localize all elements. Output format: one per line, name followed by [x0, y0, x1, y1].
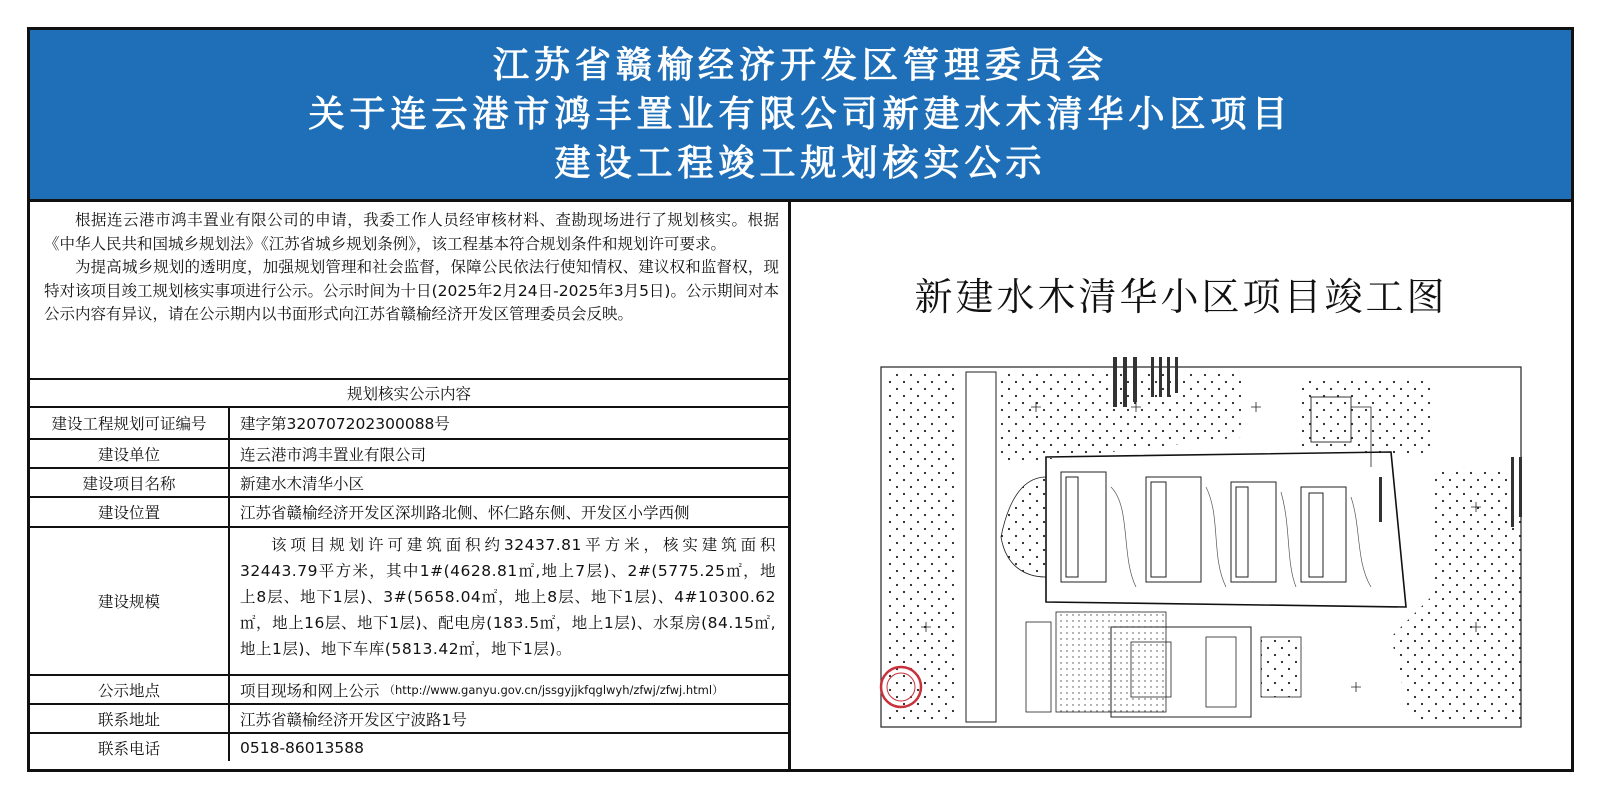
- row-value: 江苏省赣榆经济开发区宁波路1号: [240, 710, 467, 729]
- title-banner: [30, 30, 1571, 202]
- row-value: 新建水木清华小区: [240, 474, 365, 493]
- row-label: 联系地址: [30, 705, 230, 732]
- intro-paragraph-1: 根据连云港市鸿丰置业有限公司的申请，我委工作人员经审核材料、查勘现场进行了规划核实。根据《中华人民共和国城乡规划法》《江苏省城乡规划条例》，该工程基本符合规划条件和规划许可要求。: [44, 211, 779, 253]
- table-row: [30, 526, 788, 674]
- location-text: 项目现场和网上公示: [240, 681, 380, 700]
- row-value: 该项目规划许可建筑面积约32437.81平方米，核实建筑面积32443.79平方米，其中1#(4628.81㎡,地上7层)、2#(5775.25㎡，地上8层、地下1层)、3#(5658.04㎡，地上8层、地下1层)、4#10300.62㎡，地上16层、地下1层)、配电房(183.5㎡，地上1层)、水泵房(84.15㎡,地上1层)、地下车库(5813.42㎡，地下1层)。: [240, 536, 776, 658]
- row-label: 公示地点: [30, 676, 230, 703]
- table-row: [30, 467, 788, 496]
- table-row: [30, 674, 788, 703]
- plan-title: 新建水木清华小区项目竣工图: [914, 275, 1448, 319]
- table-row: [30, 732, 788, 761]
- notice-board: [27, 27, 1574, 772]
- table-row: [30, 496, 788, 526]
- verification-table: [30, 378, 788, 761]
- residential-buildings: [1061, 472, 1346, 582]
- green-zone-northeast: [1301, 377, 1431, 457]
- row-label: 联系电话: [30, 734, 230, 761]
- intro-paragraph-2: 为提高城乡规划的透明度，加强规划管理和社会监督，保障公民依法行使知情权、建议权和监督权，现特对该项目竣工规划核实事项进行公示。公示时间为十日(2025年2月24日-2025年3月5日)。公示期间对本公示内容有异议，请在公示期内以书面形式向江苏省赣榆经济开发区管理委员会反映。: [44, 258, 779, 323]
- row-value: [230, 676, 788, 703]
- row-value: 江苏省赣榆经济开发区深圳路北侧、怀仁路东侧、开发区小学西侧: [240, 504, 690, 522]
- issuer-title: 江苏省赣榆经济开发区管理委员会: [492, 45, 1108, 86]
- green-zone-north: [981, 372, 1241, 467]
- row-label: 建设工程规划可证编号: [30, 408, 230, 438]
- row-label: 建设单位: [30, 440, 230, 467]
- site-plan-drawing: [831, 337, 1531, 747]
- table-row: [30, 438, 788, 467]
- green-zone-east: [1391, 467, 1521, 722]
- table-heading: 规划核实公示内容: [30, 378, 788, 406]
- website-link[interactable]: （http://www.ganyu.gov.cn/jssgyjjkfqglwyh/zfwj/zfwj.html）: [383, 682, 724, 697]
- notice-text-panel: [30, 202, 791, 769]
- green-belt-west: [886, 372, 956, 722]
- road-west: [966, 372, 996, 722]
- row-label: 建设项目名称: [30, 469, 230, 496]
- table-row: [30, 406, 788, 438]
- row-label: 建设规模: [30, 528, 230, 674]
- intro-text: [44, 209, 779, 327]
- table-row: [30, 703, 788, 732]
- row-value: 0518-86013588: [240, 738, 364, 757]
- row-value: 建字第320707202300088号: [240, 415, 450, 433]
- notice-subtitle: 建设工程竣工规划核实公示: [554, 143, 1047, 184]
- plan-panel: [791, 202, 1571, 769]
- row-value: 连云港市鸿丰置业有限公司: [240, 445, 427, 464]
- row-label: 建设位置: [30, 498, 230, 526]
- round-green: [1001, 477, 1046, 577]
- notice-title: 关于连云港市鸿丰置业有限公司新建水木清华小区项目: [308, 94, 1293, 135]
